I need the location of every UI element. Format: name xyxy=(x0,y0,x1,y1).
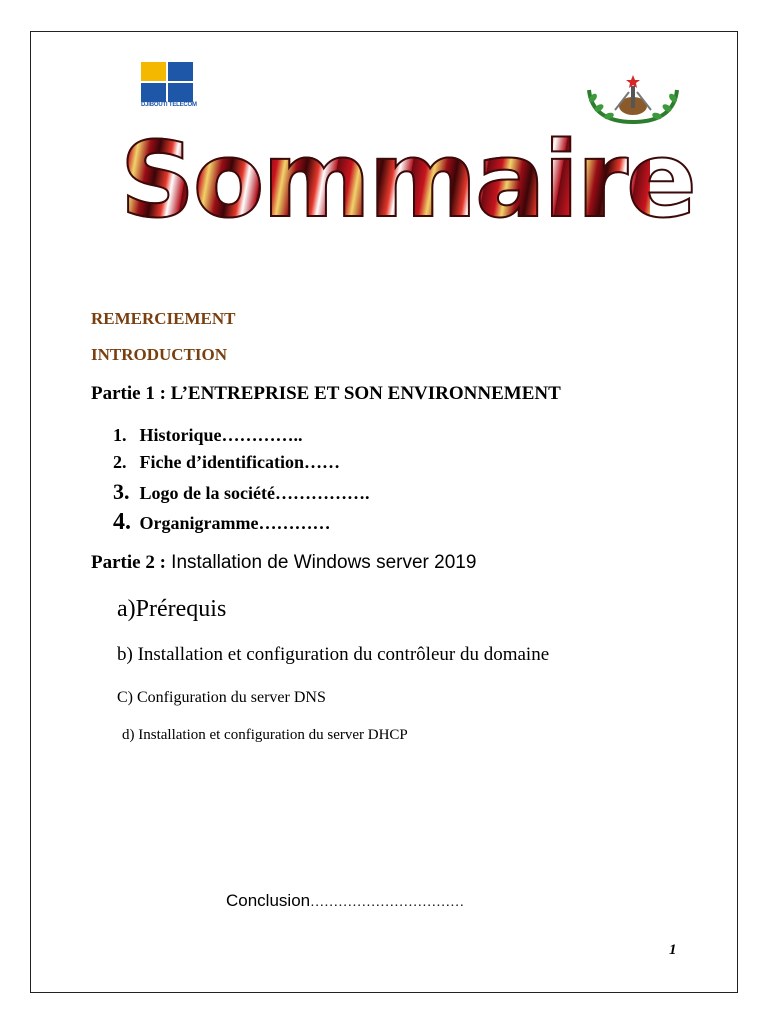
toc-item-number: 4. xyxy=(113,509,131,535)
toc-conclusion-label: Conclusion xyxy=(226,891,311,910)
toc-item-number: 3. xyxy=(113,479,130,504)
page-title: Sommaire xyxy=(120,119,695,241)
toc-item-label: Fiche d’identification…… xyxy=(139,452,340,472)
toc-item-label: Historique………….. xyxy=(139,425,303,445)
toc-partie2-title: Installation de Windows server 2019 xyxy=(165,552,477,573)
national-emblem-icon xyxy=(585,72,681,126)
toc-item xyxy=(113,479,369,505)
toc-partie1: Partie 1 : L’ENTREPRISE ET SON ENVIRONNEMENT xyxy=(91,383,561,404)
toc-item-number: 1. xyxy=(113,425,127,445)
page-number: 1 xyxy=(669,942,677,958)
toc-conclusion xyxy=(226,891,464,911)
logo-brand-text: DJIBOUTI TELECOM xyxy=(141,102,197,108)
toc-partie2 xyxy=(91,552,476,574)
toc-item xyxy=(113,509,330,536)
toc-partie2-label: Partie 2 : xyxy=(91,552,166,573)
toc-sub-b: b) Installation et configuration du contrôleur du domaine xyxy=(117,644,550,665)
toc-item-number: 2. xyxy=(113,452,127,472)
toc-sub-c: C) Configuration du server DNS xyxy=(117,689,326,706)
title-banner xyxy=(120,119,695,241)
toc-conclusion-dots: …………………………… xyxy=(310,895,465,910)
toc-introduction: INTRODUCTION xyxy=(91,345,228,364)
toc-sub-d: d) Installation et configuration du server DHCP xyxy=(122,727,408,743)
toc-remerciement: REMERCIEMENT xyxy=(91,309,236,328)
toc-item-label: Logo de la société……………. xyxy=(139,483,370,503)
toc-sub-a: a)Prérequis xyxy=(117,596,227,622)
toc-item-label: Organigramme………… xyxy=(139,513,331,533)
toc-item xyxy=(113,452,340,473)
djibouti-telecom-logo xyxy=(141,62,195,108)
toc-item xyxy=(113,425,303,446)
